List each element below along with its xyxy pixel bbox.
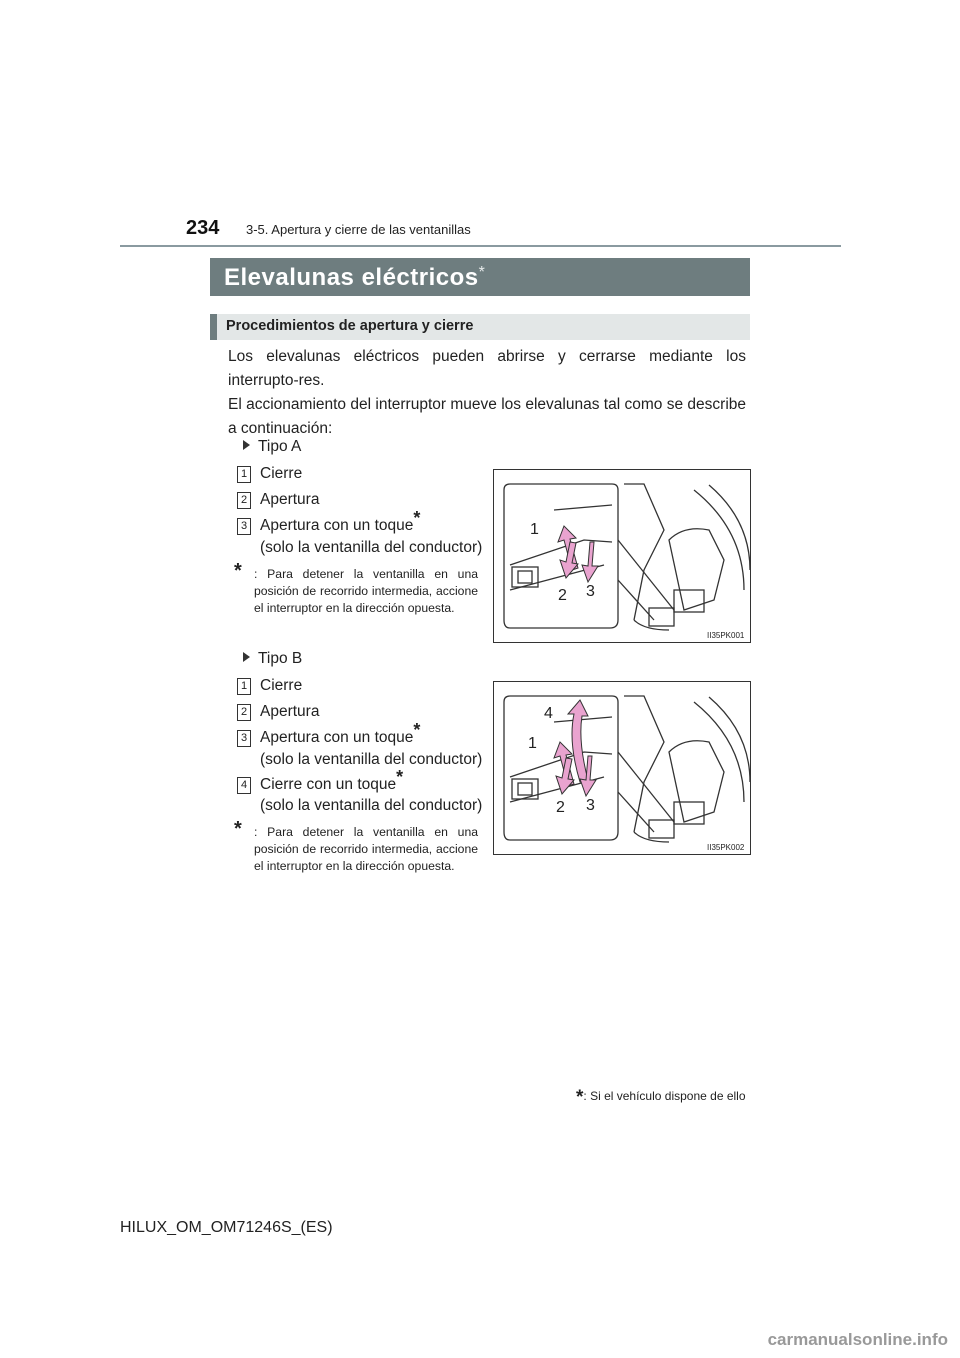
watermark: carmanualsonline.info xyxy=(767,1330,948,1349)
type-b-heading: Tipo B xyxy=(243,650,302,668)
type-a-heading: Tipo A xyxy=(243,438,301,456)
page-number: 234 xyxy=(186,217,220,239)
figure-label-1: 1 xyxy=(528,735,537,752)
type-b-item-4: Cierre con un toque* xyxy=(260,767,404,793)
footer-note: *: Si el vehículo dispone de ello xyxy=(576,1087,746,1108)
type-b-item-3: Apertura con un toque* xyxy=(260,720,421,746)
subheading: Procedimientos de apertura y cierre xyxy=(226,318,474,334)
steering-wheel-line xyxy=(709,697,750,782)
triangle-bullet-icon xyxy=(243,652,250,662)
type-a-item-1: Cierre xyxy=(260,465,303,482)
type-b-item-2: Apertura xyxy=(260,703,320,720)
door-trim-line xyxy=(554,717,612,722)
figure-type-b xyxy=(493,681,751,855)
figure-label-3: 3 xyxy=(586,583,595,600)
page-title: Elevalunas eléctricos* xyxy=(224,264,486,291)
section-reference: 3-5. Apertura y cierre de las ventanillas xyxy=(246,222,471,237)
asterisk-mark: * xyxy=(396,767,404,787)
figure-label-2: 2 xyxy=(558,587,567,604)
item-number-box: 3 xyxy=(237,518,251,535)
figure-label-1: 1 xyxy=(530,521,539,538)
item-number-box: 1 xyxy=(237,678,251,695)
type-b-item-4-detail: (solo la ventanilla del conductor) xyxy=(260,797,483,814)
item-number-box: 2 xyxy=(237,492,251,509)
figure-code: II35PK001 xyxy=(707,631,745,640)
type-a-item-3-detail: (solo la ventanilla del conductor) xyxy=(260,539,483,556)
figure-code: II35PK002 xyxy=(707,843,745,852)
vent-outline xyxy=(669,741,724,822)
item-number-box: 1 xyxy=(237,466,251,483)
type-a-item-3: Apertura con un toque* xyxy=(260,508,421,534)
title-asterisk: * xyxy=(478,264,486,281)
type-b-note: * : Para detener la ventanilla en una posición de recorrido intermedia, accione el interruptor en la dirección opuesta. xyxy=(234,818,478,873)
figure-label-2: 2 xyxy=(556,799,565,816)
steering-wheel-line xyxy=(694,702,744,802)
header-rule xyxy=(120,245,841,247)
figure-label-4: 4 xyxy=(544,705,553,722)
door-handle-line xyxy=(634,620,669,630)
steering-wheel-line xyxy=(709,485,750,570)
door-switch-panel xyxy=(649,608,674,626)
intro-paragraph-2: El accionamiento del interruptor mueve los elevalunas tal como se describe a continuación: xyxy=(228,396,746,437)
subheading-bar xyxy=(210,314,750,340)
arrow-up-one-touch-icon xyxy=(568,700,588,782)
item-number-box: 3 xyxy=(237,730,251,747)
asterisk-mark: * xyxy=(413,508,421,528)
type-b-item-3-detail: (solo la ventanilla del conductor) xyxy=(260,751,483,768)
triangle-bullet-icon xyxy=(243,440,250,450)
dashboard-line xyxy=(624,696,664,832)
figure-label-3: 3 xyxy=(586,797,595,814)
door-switch-panel xyxy=(649,820,674,838)
intro-paragraph-1: Los elevalunas eléctricos pueden abrirse y cerrarse mediante los interrupto-res. xyxy=(228,348,746,389)
type-a-note: * : Para detener la ventanilla en una posición de recorrido intermedia, accione el interruptor en la dirección opuesta. xyxy=(234,560,478,615)
dashboard-line xyxy=(624,484,664,620)
type-b-item-1: Cierre xyxy=(260,677,303,694)
vent-outline xyxy=(669,529,724,610)
item-number-box: 2 xyxy=(237,704,251,721)
figure-type-a xyxy=(493,469,751,643)
callout-line xyxy=(618,752,674,822)
type-a-item-2: Apertura xyxy=(260,491,320,508)
item-number-box: 4 xyxy=(237,777,251,794)
document-code: HILUX_OM_OM71246S_(ES) xyxy=(120,1219,333,1236)
arrow-down-icon xyxy=(582,542,598,582)
door-handle-line xyxy=(634,832,669,842)
steering-wheel-line xyxy=(694,490,744,590)
switch-lock-icon xyxy=(518,783,532,795)
title-bar xyxy=(210,258,750,296)
callout-line xyxy=(618,540,674,610)
door-trim-line xyxy=(554,505,612,510)
switch-lock-icon xyxy=(518,571,532,583)
subheading-accent xyxy=(210,314,217,340)
asterisk-mark: * xyxy=(413,720,421,740)
